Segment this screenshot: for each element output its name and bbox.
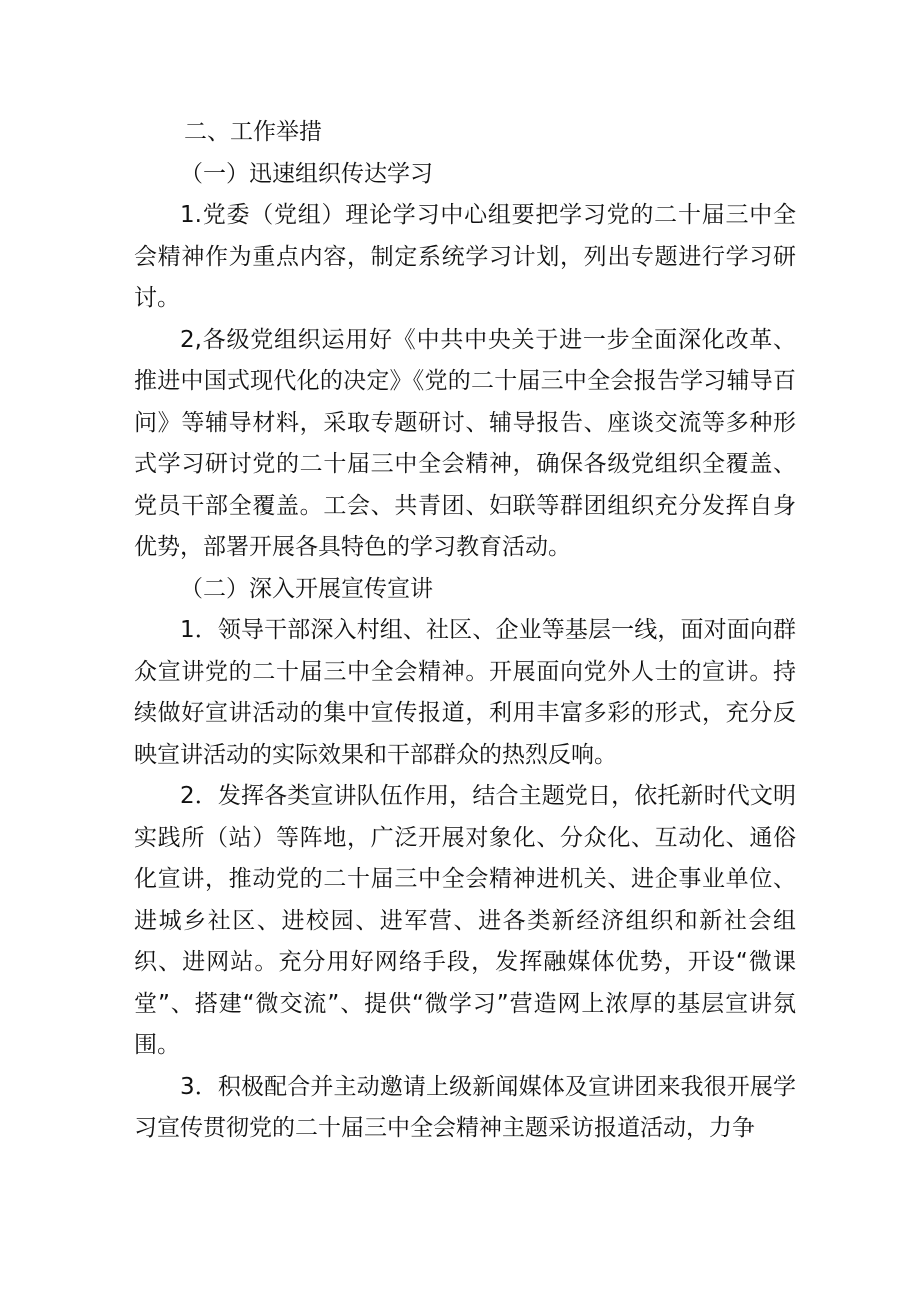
section-heading: 二、工作举措: [184, 119, 322, 145]
paragraph-2-1: 1．领导干部深入村组、社区、企业等基层一线，面对面向群众宣讲党的二十届三中全会精神。开展面向党外人士的宣讲。持续做好宣讲活动的集中宣传报道，利用丰富多彩的形式，充分反映宣讲活动的实际效果和干部群众的热烈反响。: [134, 617, 796, 768]
document-body: [134, 112, 796, 1150]
paragraph-1-1: 1.党委（党组）理论学习中心组要把学习党的二十届三中全会精神作为重点内容，制定系统学习计划，列出专题进行学习研讨。: [134, 202, 796, 311]
paragraph-1-2: 2,各级党组织运用好《中共中央关于进一步全面深化改革、推进中国式现代化的决定》《党的二十届三中全会报告学习辅导百问》等辅导材料，采取专题研讨、辅导报告、座谈交流等多种形式学习研讨党的二十届三中全会精神，确保各级党组织全覆盖、党员干部全覆盖。工会、共青团、妇联等群团组织充分发挥自身优势，部署开展各具特色的学习教育活动。: [134, 326, 796, 560]
paragraph-2-2: 2．发挥各类宣讲队伍作用，结合主题党日，依托新时代文明实践所（站）等阵地，广泛开展对象化、分众化、互动化、通俗化宣讲，推动党的二十届三中全会精神进机关、进企事业单位、进城乡社区、进校园、进军营、进各类新经济组织和新社会组织、进网站。充分用好网络手段，发挥融媒体优势，开设“微课堂”、搭建“微交流”、提供“微学习”营造网上浓厚的基层宣讲氛围。: [134, 783, 796, 1058]
subsection-heading-2: （二）深入开展宣传宣讲: [180, 575, 433, 602]
subsection-heading-1: （一）迅速组织传达学习: [180, 160, 433, 187]
paragraph-2-3: 3．积极配合并主动邀请上级新闻媒体及宣讲团来我很开展学习宣传贯彻党的二十届三中全会精神主题采访报道活动，力争: [134, 1073, 796, 1141]
